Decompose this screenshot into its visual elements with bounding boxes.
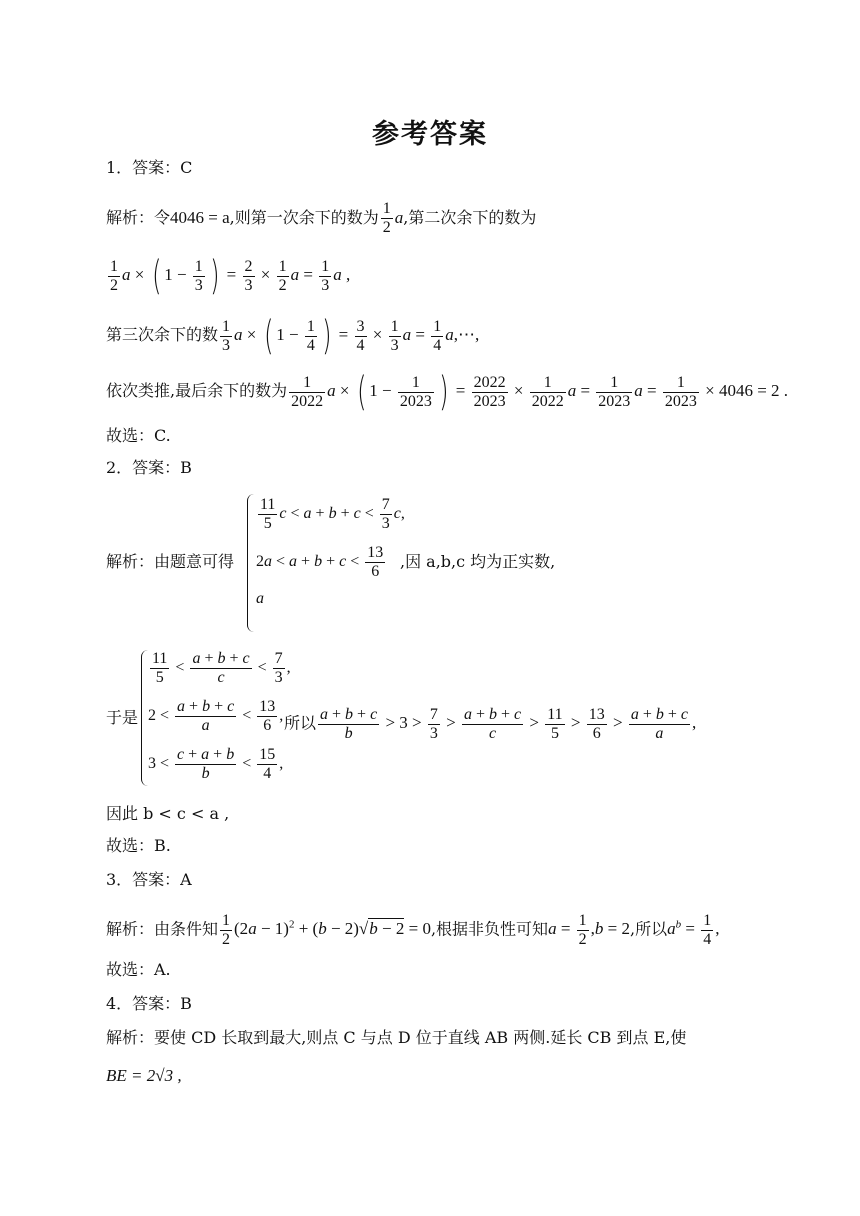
q4-solution-line1: 解析：要使 CD 长取到最大,则点 C 与点 D 位于直线 AB 两侧.延长 CB 到点 E,使 [106, 1028, 687, 1047]
system-brace [247, 494, 254, 632]
q2-text-b: ,因 a,b,c 均为正实数, [400, 552, 556, 571]
q1-solution-line2: $\frac{1}{2}$ a × ( 1 − $\frac{1}{3}$ ) = $\frac{2}{3}$ × $\frac{1}{2}$ a = $\frac{1}{3}$ a , [110, 253, 351, 299]
q1-l4-text: 依次类推,最后余下的数为 [106, 380, 288, 400]
q2-text-a: 解析：由题意可得 [106, 552, 235, 571]
q3-text-b: ,根据非负性可知 [430, 919, 549, 939]
fraction: $\frac{1}{2}$ [382, 200, 391, 236]
q1-l1-text-d: ,第二次余下的数为 [403, 208, 537, 227]
q2-system-row2: 2a < a + b + c < $\frac{13}{6}$ [256, 544, 384, 580]
q2-answer: 2．答案：B [106, 458, 192, 477]
q2-system-row3: a [256, 590, 264, 607]
q2-system2-row1: $\frac{11}{5}$ < $\frac{a + b + c}{c}$ < $\frac{7}{3}$ , [152, 650, 291, 686]
q3-text-c: ,所以 [630, 919, 668, 939]
q1-solution-line1: 解析：令4046 = a,则第一次余下的数为 $\frac{1}{2}$ a,第二次余下的数为 [106, 200, 537, 236]
system-brace [141, 650, 148, 786]
page-title: 参考答案 [372, 119, 488, 150]
q2-therefore: 因此 b < c < a , [106, 804, 230, 823]
q1-solution-line3: 第三次余下的数 $\frac{1}{3}$ a × ( 1 − $\frac{1}{4}$ ) = $\frac{3}{4}$ × $\frac{1}{3}$ a = $\frac{1}{4}$ a,⋯, [106, 313, 480, 359]
q1-l3-text: 第三次余下的数 [106, 324, 219, 344]
q2-text-d: 所以 [284, 713, 317, 733]
q1-l1-text-a: 解析：令 [106, 208, 171, 227]
q3-solution-line1: 解析：由条件知 $\frac{1}{2}$ $(2a - 1)^2 + (b - 2)√b - 2 = 0$,根据非负性可知a = $\frac{1}{2}$ ,b = 2,所以$a^b$ = $\frac{1}{4}$ , [106, 912, 720, 948]
q2-conclusion: 故选：B. [106, 836, 171, 855]
q1-l1-eq: 4046 = a [170, 208, 230, 227]
q2-system2-row2: 2 < $\frac{a + b + c}{a}$ < $\frac{13}{6}$ , [148, 698, 284, 734]
q4-solution-line2: BE = 2√3 , [106, 1066, 182, 1085]
q3-text-a: 解析：由条件知 [106, 919, 219, 939]
q1-answer: 1．答案：C [106, 158, 193, 177]
q2-system-row1: $\frac{11}{5}$ c < a + b + c < $\frac{7}{3}$ c, [260, 496, 405, 532]
q1-solution-line4: 依次类推,最后余下的数为 $\frac{1}{2022}$ a × ( 1 − $\frac{1}{2023}$ ) = $\frac{2022}{2023}$ × $\frac{1}{2022}$ a = $\frac{1}{2023}$ a = $\frac{1}{2023}$ × 4046 = 2 . [106, 369, 789, 415]
q1-conclusion: 故选：C. [106, 426, 171, 445]
q1-l1-text-c: ,则第一次余下的数为 [229, 208, 379, 227]
q2-text-c: 于是 [106, 708, 139, 727]
q3-answer: 3．答案：A [106, 870, 192, 889]
q4-answer: 4．答案：B [106, 994, 192, 1013]
q2-inequality-chain: 所以 $\frac{a + b + c}{b}$ > 3 > $\frac{7}{3}$ > $\frac{a + b + c}{c}$ > $\frac{11}{5}$ > $\frac{13}{6}$ > $\frac{a + b + c}{a}$ , [284, 706, 697, 742]
q3-conclusion: 故选：A. [106, 960, 171, 979]
q2-system2-row3: 3 < $\frac{c + a + b}{b}$ < $\frac{15}{4}$ , [148, 746, 284, 782]
